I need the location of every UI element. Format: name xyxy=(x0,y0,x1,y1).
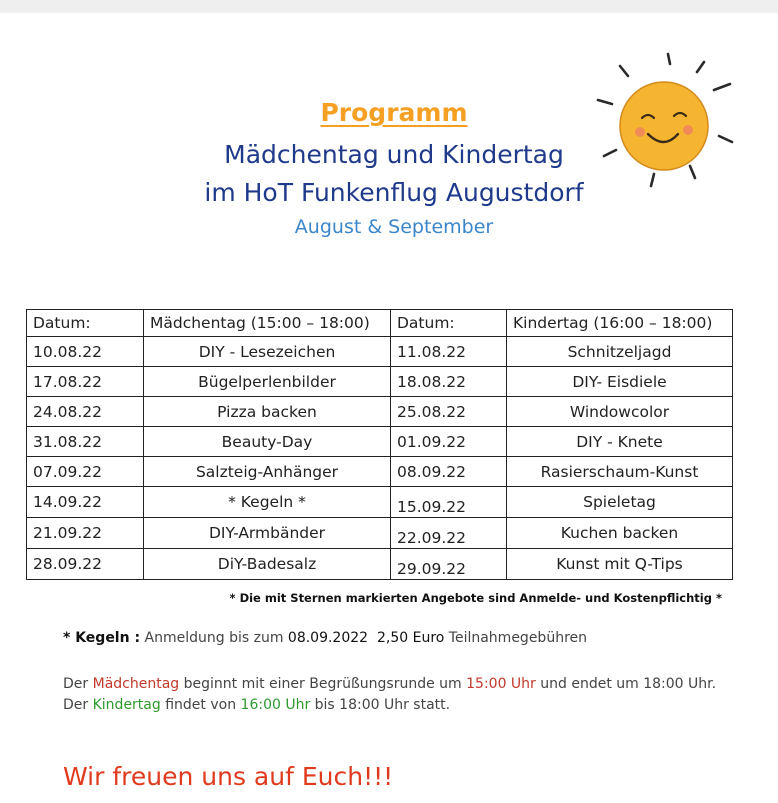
kids-activity: Rasierschaum-Kunst xyxy=(507,457,733,487)
table-row xyxy=(27,337,733,367)
kids-date: 01.09.22 xyxy=(391,427,507,457)
girls-activity: DiY-Badesalz xyxy=(144,549,391,580)
girls-info-text-b: beginnt mit einer Begrüßungsrunde um xyxy=(179,676,467,692)
table-row xyxy=(27,457,733,487)
table-row xyxy=(27,397,733,427)
girls-day-info xyxy=(63,676,716,692)
kids-activity: DIY- Eisdiele xyxy=(507,367,733,397)
table-row xyxy=(27,427,733,457)
kids-date: 08.09.22 xyxy=(391,457,507,487)
girls-info-text-c: und endet um 18:00 Uhr. xyxy=(535,676,717,692)
girls-activity: DIY-Armbänder xyxy=(144,518,391,549)
kids-activity: Kuchen backen xyxy=(507,518,733,549)
header-date-kids: Datum: xyxy=(391,310,507,337)
kids-date: 25.08.22 xyxy=(391,397,507,427)
kids-info-text-c: bis 18:00 Uhr statt. xyxy=(310,697,451,713)
table-header-row xyxy=(27,310,733,337)
header-date-girls: Datum: xyxy=(27,310,144,337)
kegeln-price: 2,50 Euro xyxy=(376,630,445,646)
kegeln-text2: Teilnahmegebühren xyxy=(444,630,588,646)
header-kids-day: Kindertag (16:00 – 18:00) xyxy=(507,310,733,337)
kids-activity: Spieletag xyxy=(507,487,733,518)
girls-date: 17.08.22 xyxy=(27,367,144,397)
event-months: August & September xyxy=(294,216,494,238)
girls-date: 28.09.22 xyxy=(27,549,144,580)
girls-day-highlight: Mädchentag xyxy=(92,676,180,692)
kids-date: 18.08.22 xyxy=(391,367,507,397)
table-row xyxy=(27,549,733,580)
girls-activity: Pizza backen xyxy=(144,397,391,427)
event-title-line1: Mädchentag und Kindertag xyxy=(224,140,564,169)
table-row xyxy=(27,487,733,518)
girls-activity: Bügelperlenbilder xyxy=(144,367,391,397)
girls-date: 07.09.22 xyxy=(27,457,144,487)
kids-date: 11.08.22 xyxy=(391,337,507,367)
girls-activity: Salzteig-Anhänger xyxy=(144,457,391,487)
kids-day-highlight: Kindertag xyxy=(92,697,161,713)
girls-date: 10.08.22 xyxy=(27,337,144,367)
kegeln-label: * Kegeln : xyxy=(63,630,141,646)
kids-info-text-a: Der xyxy=(63,697,93,713)
girls-date: 21.09.22 xyxy=(27,518,144,549)
kids-info-text-b: findet von xyxy=(160,697,241,713)
kegeln-deadline: 08.09.2022 xyxy=(287,630,369,646)
header-girls-day: Mädchentag (15:00 – 18:00) xyxy=(144,310,391,337)
program-table xyxy=(26,309,733,580)
girls-date: 14.09.22 xyxy=(27,487,144,518)
kegeln-text1: Anmeldung bis zum xyxy=(140,630,288,646)
kids-activity: DIY - Knete xyxy=(507,427,733,457)
kids-activity: Kunst mit Q-Tips xyxy=(507,549,733,580)
table-row xyxy=(27,518,733,549)
kids-day-info xyxy=(63,697,450,713)
kids-activity: Windowcolor xyxy=(507,397,733,427)
girls-activity: DIY - Lesezeichen xyxy=(144,337,391,367)
kids-date: 22.09.22 xyxy=(391,518,507,549)
top-bar xyxy=(0,0,778,13)
girls-activity: Beauty-Day xyxy=(144,427,391,457)
table-row xyxy=(27,367,733,397)
girls-date: 31.08.22 xyxy=(27,427,144,457)
event-title-line2: im HoT Funkenflug Augustdorf xyxy=(204,178,584,207)
kegeln-note xyxy=(63,630,587,646)
kids-date: 15.09.22 xyxy=(391,487,507,518)
closing-message: Wir freuen uns auf Euch!!! xyxy=(63,762,394,791)
girls-start-time: 15:00 Uhr xyxy=(466,676,536,692)
kids-activity: Schnitzeljagd xyxy=(507,337,733,367)
girls-activity: * Kegeln * xyxy=(144,487,391,518)
program-title: Programm xyxy=(320,98,468,127)
girls-date: 24.08.22 xyxy=(27,397,144,427)
girls-info-text-a: Der xyxy=(63,676,93,692)
kids-start-time: 16:00 Uhr xyxy=(240,697,311,713)
kids-date: 29.09.22 xyxy=(391,549,507,580)
registration-footnote: * Die mit Sternen markierten Angebote sind Anmelde- und Kostenpflichtig * xyxy=(229,591,722,605)
